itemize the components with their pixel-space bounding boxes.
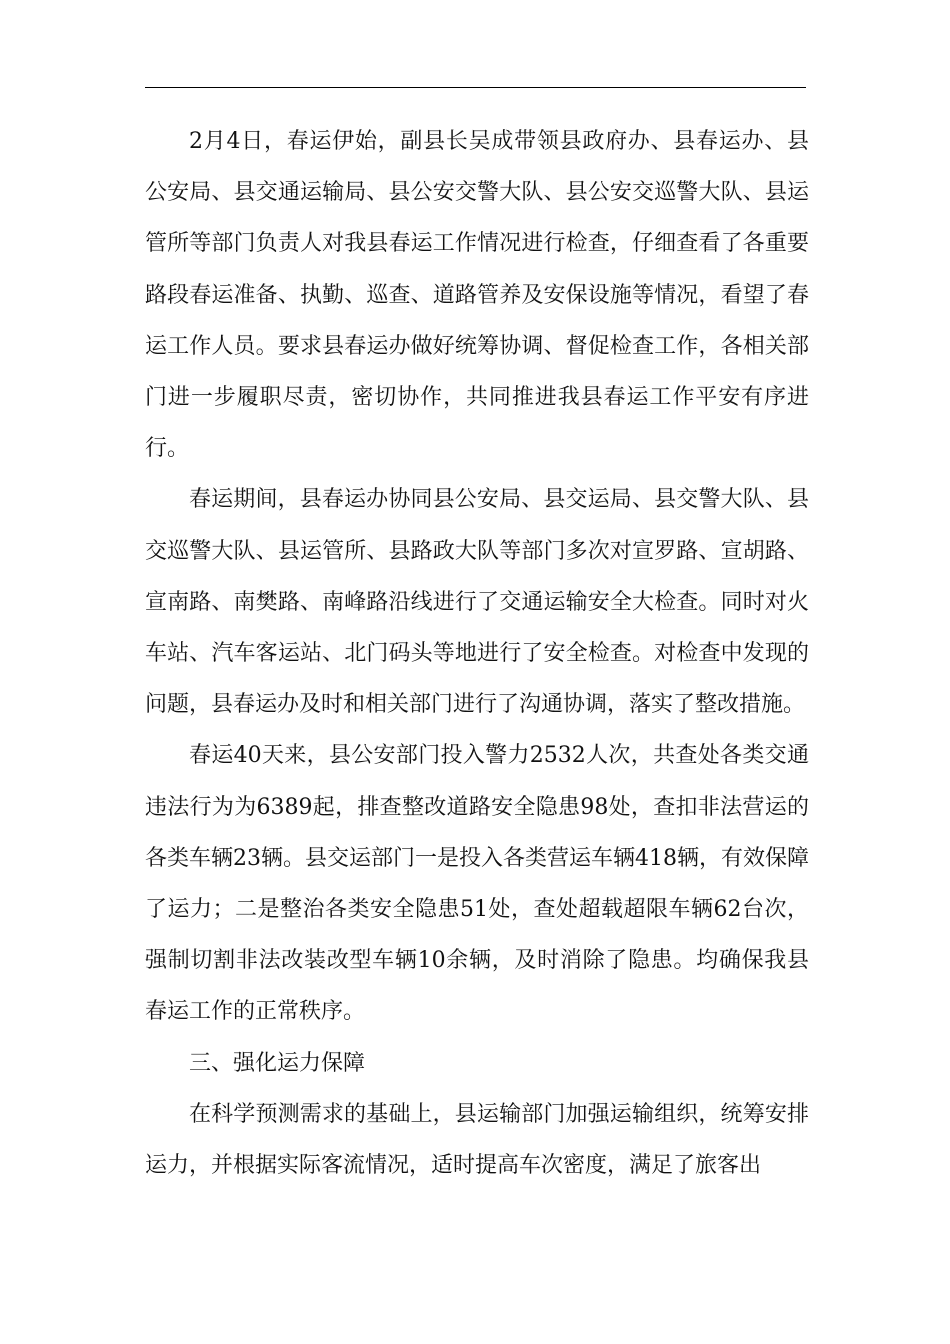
paragraph-safety-check: 春运期间，县春运办协同县公安局、县交运局、县交警大队、县交巡警大队、县运管所、县路政大队等部门多次对宣罗路、宣胡路、宣南路、南樊路、南峰路沿线进行了交通运输安全大检查。同时对火车站、汽车客运站、北门码头等地进行了安全检查。对检查中发现的问题，县春运办及时和相关部门进行了沟通协调，落实了整改措施。: [145, 487, 809, 718]
document-body: [145, 116, 809, 1191]
paragraph-statistics: 春运40天来，县公安部门投入警力2532人次，共查处各类交通违法行为为6389起，排查整改道路安全隐患98处，查扣非法营运的各类车辆23辆。县交运部门一是投入各类营运车辆418辆，有效保障了运力；二是整治各类安全隐患51处，查处超载超限车辆62台次，强制切割非法改装改型车辆10余辆，及时消除了隐患。均确保我县春运工作的正常秩序。: [145, 743, 809, 1025]
section-heading: 三、强化运力保障: [189, 1050, 366, 1076]
paragraph-inspection: 2月4日，春运伊始，副县长吴成带领县政府办、县春运办、县公安局、县交通运输局、县公安交警大队、县公安交巡警大队、县运管所等部门负责人对我县春运工作情况进行检查，仔细查看了各重要路段春运准备、执勤、巡查、道路管养及安保设施等情况，看望了春运工作人员。要求县春运办做好统筹协调、督促检查工作，各相关部门进一步履职尽责，密切协作，共同推进我县春运工作平安有序进行。: [145, 129, 809, 462]
header-rule: [145, 87, 806, 88]
paragraph-capacity: 在科学预测需求的基础上，县运输部门加强运输组织，统筹安排运力，并根据实际客流情况，适时提高车次密度，满足了旅客出: [145, 1101, 809, 1179]
